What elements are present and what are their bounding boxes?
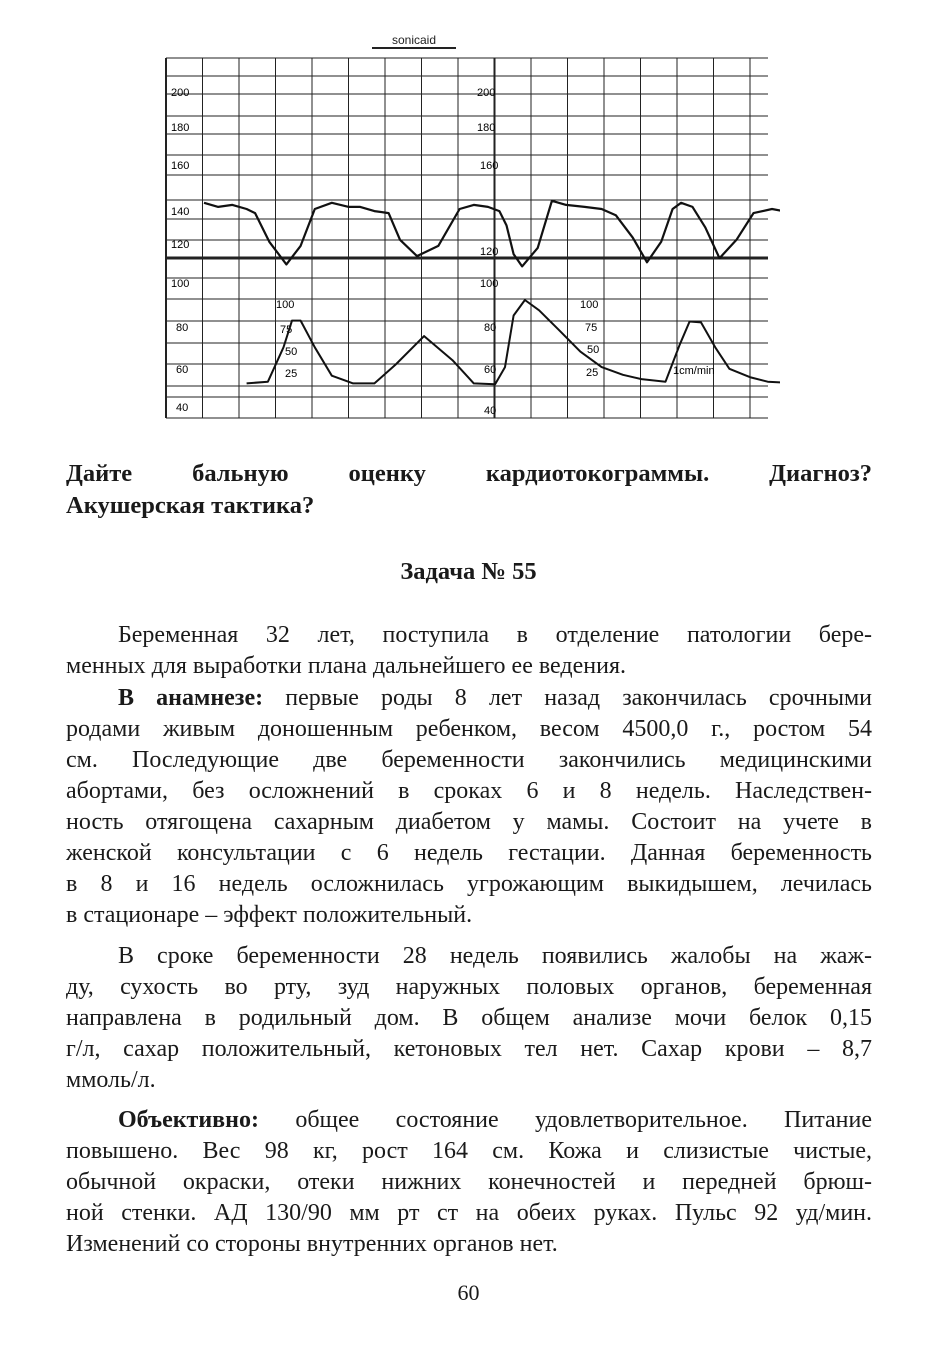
text-line: менных для выработки плана дальнейшего ее ведения. [66, 653, 626, 679]
fhr-tick: 80 [176, 322, 189, 334]
toco-tick: 50 [285, 346, 298, 358]
text-line: В сроке беременности 28 недель появились жалобы на жаж- [118, 943, 872, 969]
text-line [66, 1105, 872, 1136]
toco-tick: 25 [586, 367, 599, 379]
fhr-axis-left [171, 87, 189, 414]
fhr-tick: 60 [484, 364, 497, 376]
text-line: ммоль/л. [66, 1067, 156, 1093]
fhr-tick: 140 [171, 206, 190, 218]
text-line: см. Последующие две беременности закончились медицинскими [66, 747, 872, 773]
text-line: абортами, без осложнений в сроках 6 и 8 недель. Наследствен- [66, 778, 872, 804]
paragraph-objective [66, 1105, 872, 1260]
text-line: в стационаре – эффект положительный. [66, 902, 473, 928]
toco-tick: 75 [585, 322, 598, 334]
text-line: Беременная 32 лет, поступила в отделение патологии бере- [118, 622, 872, 648]
task-title: Задача № 55 [400, 558, 537, 585]
fhr-tick: 80 [484, 322, 497, 334]
fhr-tick: 200 [171, 87, 190, 99]
text-run: первые роды 8 лет назад закончилась срочными [285, 685, 873, 711]
fhr-tick: 200 [477, 87, 496, 99]
text-line: г/л, сахар положительный, кетоновых тел нет. Сахар крови – 8,7 [66, 1036, 872, 1062]
text-line: повышено. Вес 98 кг, рост 164 см. Кожа и слизистые чистые, [66, 1138, 872, 1164]
toco-axis-2 [580, 299, 599, 379]
toco-tick: 25 [285, 368, 298, 380]
text-line: ность отягощена сахарным диабетом у мамы. Состоит на учете в [66, 809, 872, 835]
text-line: направлена в родильный дом. В общем анализе мочи белок 0,15 [66, 1005, 872, 1031]
paragraph-anamnesis [66, 683, 872, 931]
ctg-chart [150, 28, 780, 428]
text-line: ной стенки. АД 130/90 мм рт ст на обеих руках. Пульс 92 уд/мин. [66, 1200, 872, 1226]
fhr-tick: 60 [176, 364, 189, 376]
fhr-tick: 120 [480, 246, 499, 258]
text-line: обычной окраски, отеки нижних конечностей и передней брюш- [66, 1169, 872, 1195]
ctg-brand-label: sonicaid [391, 33, 437, 47]
question-line-1: Дайте бальную оценку кардиотокограммы. Диагноз? [66, 460, 872, 487]
fhr-tick: 100 [171, 278, 190, 290]
page-number: 60 [457, 1280, 480, 1305]
text-line: Изменений со стороны внутренних органов нет. [66, 1231, 558, 1257]
fhr-tick: 120 [171, 239, 190, 251]
objective-label: Объективно: [118, 1107, 259, 1133]
toco-tick: 75 [280, 324, 293, 336]
text-line [66, 683, 872, 714]
text-line: в 8 и 16 недель осложнилась угрожающим выкидышем, лечилась [66, 871, 872, 897]
paragraph-complaints [66, 941, 872, 1096]
toco-tick: 100 [580, 299, 599, 311]
toco-tick: 50 [587, 344, 600, 356]
paragraph-intro [66, 620, 872, 682]
fhr-tick: 160 [171, 160, 190, 172]
text-run: общее состояние удовлетворительное. Питание [295, 1107, 873, 1133]
text-line: родами живым доношенным ребенком, весом 4500,0 г., ростом 54 [66, 716, 872, 742]
fhr-tick: 180 [477, 122, 496, 134]
fhr-tick: 180 [171, 122, 190, 134]
anamnesis-label: В анамнезе: [118, 685, 264, 711]
paper-speed-label: 1cm/min [673, 365, 715, 377]
text-line: женской консультации с 6 недель гестации. Данная беременность [66, 840, 872, 866]
fhr-tick: 40 [176, 402, 189, 414]
fhr-tick: 100 [480, 278, 499, 290]
chart-grid [166, 58, 768, 418]
question-line-2: Акушерская тактика? [66, 492, 315, 519]
fhr-tick: 160 [480, 160, 499, 172]
text-line: ду, сухость во рту, зуд наружных половых органов, беременная [66, 974, 872, 1000]
toco-tick: 100 [276, 299, 295, 311]
fhr-tick: 40 [484, 405, 497, 417]
